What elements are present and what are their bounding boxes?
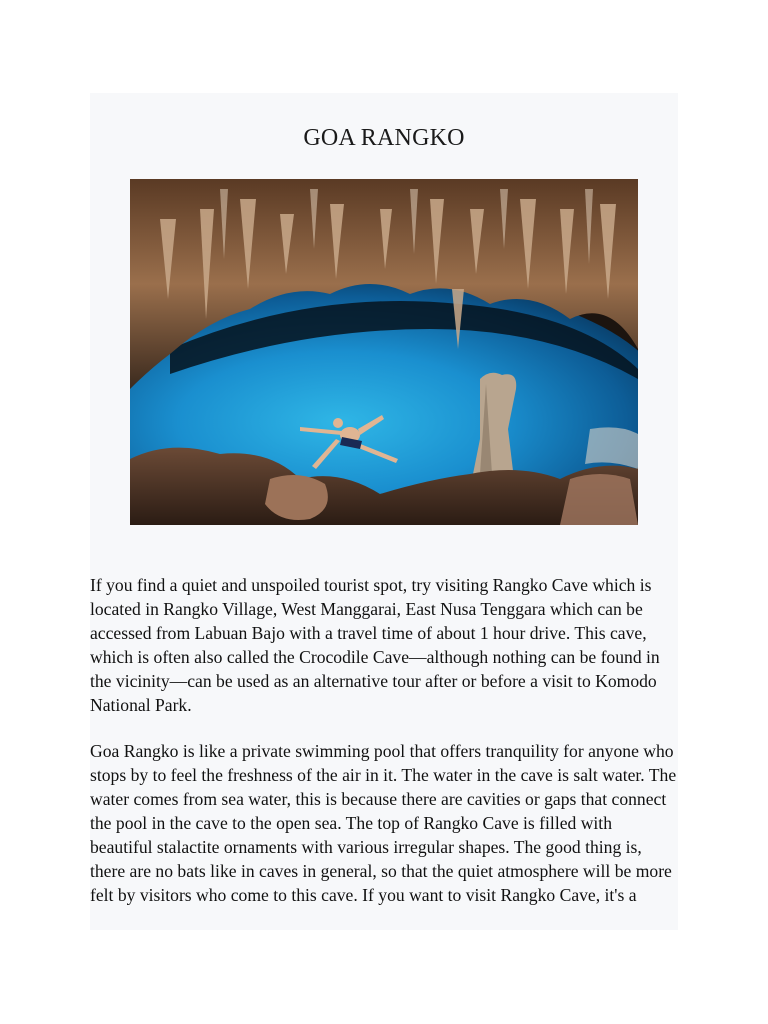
document-title: GOA RANGKO — [303, 125, 465, 151]
paragraph-description: Goa Rangko is like a private swimming pool that offers tranquility for anyone who stops by to feel the freshness of the air in it. The water in the cave is salt water. The water comes from sea water, this is because there are cavities or gaps that connect the pool in the cave to the open sea. The top of Rangko Cave is filled with beautiful stalactite ornaments with various irregular shapes. The good thing is, there are no bats like in caves in general, so that the quiet atmosphere will be more felt by visitors who come to this cave. If you want to visit Rangko Cave, it's a — [90, 741, 677, 905]
cave-pool-photo — [130, 179, 638, 525]
document-page — [90, 93, 678, 930]
paragraph-intro: If you find a quiet and unspoiled tourist spot, try visiting Rangko Cave which is located in Rangko Village, West Manggarai, East Nusa Tenggara which can be accessed from Labuan Bajo with a travel time of about 1 hour drive. This cave, which is often also called the Crocodile Cave—although nothing can be found in the vicinity—can be used as an alternative tour after or before a visit to Komodo National Park. — [90, 575, 660, 715]
